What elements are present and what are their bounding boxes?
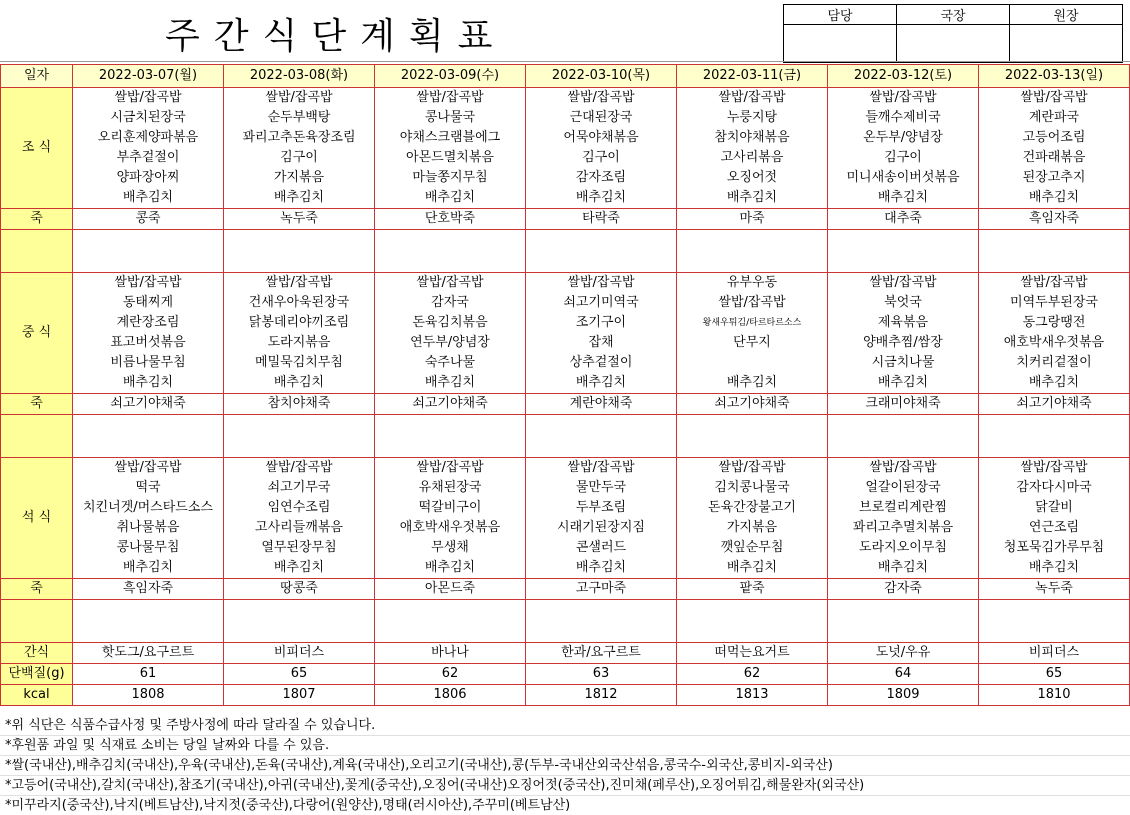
- table-row: [1, 148, 1130, 168]
- blank-cell: [526, 415, 677, 458]
- kcal-label: kcal: [1, 685, 73, 706]
- table-row: [1, 558, 1130, 579]
- menu-item: 쌀밥/잡곡밥: [375, 88, 526, 109]
- menu-item: 김치콩나물국: [677, 478, 828, 498]
- table-row: [1, 664, 1130, 685]
- table-row: [1, 600, 1130, 643]
- porridge-item: 녹두죽: [224, 209, 375, 230]
- snack-label: 간식: [1, 643, 73, 664]
- porridge-item: 마죽: [677, 209, 828, 230]
- menu-item: 시금치나물: [828, 353, 979, 373]
- blank-cell: [73, 230, 224, 273]
- menu-item: 도라지오이무침: [828, 538, 979, 558]
- table-row: [1, 230, 1130, 273]
- menu-item: 배추김치: [979, 558, 1130, 579]
- approval-sign-cell[interactable]: [897, 25, 1010, 63]
- blank-label: [1, 415, 73, 458]
- porridge-item: 크래미야채죽: [828, 394, 979, 415]
- menu-item: 쌀밥/잡곡밥: [828, 88, 979, 109]
- approval-label-manager: 담당: [784, 5, 897, 25]
- menu-item: 계란파국: [979, 108, 1130, 128]
- note-line: *위 식단은 식품수급사정 및 주방사정에 따라 달라질 수 있습니다.: [0, 716, 1130, 736]
- menu-item: 된장고추지: [979, 168, 1130, 188]
- menu-item: 근대된장국: [526, 108, 677, 128]
- date-header: 2022-03-07(월): [73, 65, 224, 88]
- blank-cell: [526, 600, 677, 643]
- porridge-item: 콩죽: [73, 209, 224, 230]
- blank-cell: [224, 600, 375, 643]
- menu-item: 쌀밥/잡곡밥: [526, 458, 677, 479]
- menu-item: 임연수조림: [224, 498, 375, 518]
- porridge-item: 팥죽: [677, 579, 828, 600]
- menu-item: 감자다시마국: [979, 478, 1130, 498]
- blank-cell: [828, 230, 979, 273]
- menu-item: 쌀밥/잡곡밥: [677, 458, 828, 479]
- menu-item: 북엇국: [828, 293, 979, 313]
- date-header: 2022-03-11(금): [677, 65, 828, 88]
- menu-item: 배추김치: [73, 188, 224, 209]
- porridge-item: 쇠고기야채죽: [979, 394, 1130, 415]
- blank-cell: [73, 415, 224, 458]
- menu-item: 시금치된장국: [73, 108, 224, 128]
- page-title: 주간식단계획표: [165, 16, 507, 57]
- menu-item: 쌀밥/잡곡밥: [828, 273, 979, 294]
- porridge-label: 죽: [1, 394, 73, 415]
- menu-item: 계란장조림: [73, 313, 224, 333]
- menu-item: 치킨너겟/머스타드소스: [73, 498, 224, 518]
- menu-item: 배추김치: [526, 558, 677, 579]
- table-row: [1, 353, 1130, 373]
- table-row: [1, 333, 1130, 353]
- menu-item: 열무된장무침: [224, 538, 375, 558]
- menu-item: 부추겉절이: [73, 148, 224, 168]
- table-row: [1, 579, 1130, 600]
- menu-item: 단무지: [677, 333, 828, 353]
- porridge-item: 감자죽: [828, 579, 979, 600]
- table-row: [1, 293, 1130, 313]
- note-line: *후원품 과일 및 식재료 소비는 당일 날짜와 다를 수 있음.: [0, 736, 1130, 756]
- menu-item: 미역두부된장국: [979, 293, 1130, 313]
- menu-item: 숙주나물: [375, 353, 526, 373]
- blank-cell: [375, 600, 526, 643]
- menu-item: 떡갈비구이: [375, 498, 526, 518]
- menu-table: [0, 64, 1130, 706]
- menu-item: 무생채: [375, 538, 526, 558]
- menu-item: 물만두국: [526, 478, 677, 498]
- table-row: [1, 188, 1130, 209]
- menu-item: 배추김치: [979, 373, 1130, 394]
- menu-item: 애호박새우젓볶음: [375, 518, 526, 538]
- menu-item: 콩나물국: [375, 108, 526, 128]
- menu-item: 닭갈비: [979, 498, 1130, 518]
- protein-value: 62: [375, 664, 526, 685]
- menu-item: 쌀밥/잡곡밥: [224, 273, 375, 294]
- porridge-item: 쇠고기야채죽: [375, 394, 526, 415]
- blank-cell: [224, 230, 375, 273]
- snack-value: 한과/요구르트: [526, 643, 677, 664]
- menu-item: 양파장아찌: [73, 168, 224, 188]
- menu-item: 브로컬리계란찜: [828, 498, 979, 518]
- menu-item: 쌀밥/잡곡밥: [375, 458, 526, 479]
- porridge-item: 쇠고기야채죽: [73, 394, 224, 415]
- menu-item: 떡국: [73, 478, 224, 498]
- menu-item: 건파래볶음: [979, 148, 1130, 168]
- porridge-item: 단호박죽: [375, 209, 526, 230]
- porridge-label: 죽: [1, 209, 73, 230]
- menu-item: 유부우동: [677, 273, 828, 294]
- approval-label-head: 원장: [1010, 5, 1123, 25]
- menu-item: 동그랑땡전: [979, 313, 1130, 333]
- kcal-value: 1813: [677, 685, 828, 706]
- menu-item: 쌀밥/잡곡밥: [224, 458, 375, 479]
- menu-item: 쌀밥/잡곡밥: [677, 293, 828, 313]
- menu-item: 어묵야채볶음: [526, 128, 677, 148]
- table-row: [1, 498, 1130, 518]
- menu-item: 배추김치: [375, 188, 526, 209]
- menu-item: 참치야채볶음: [677, 128, 828, 148]
- menu-item: 감자국: [375, 293, 526, 313]
- menu-item: 배추김치: [828, 558, 979, 579]
- menu-item: 야채스크램블에그: [375, 128, 526, 148]
- snack-value: 떠먹는요거트: [677, 643, 828, 664]
- blank-cell: [979, 415, 1130, 458]
- menu-item: 잡채: [526, 333, 677, 353]
- kcal-value: 1810: [979, 685, 1130, 706]
- table-row: [1, 643, 1130, 664]
- menu-item: 쌀밥/잡곡밥: [224, 88, 375, 109]
- menu-item: 배추김치: [828, 188, 979, 209]
- menu-item: 상추겉절이: [526, 353, 677, 373]
- blank-cell: [677, 230, 828, 273]
- blank-cell: [979, 230, 1130, 273]
- porridge-item: 아몬드죽: [375, 579, 526, 600]
- menu-item: 고등어조림: [979, 128, 1130, 148]
- notes: [0, 716, 1130, 815]
- protein-value: 65: [979, 664, 1130, 685]
- menu-item: 청포묵김가루무침: [979, 538, 1130, 558]
- menu-item: 감자조림: [526, 168, 677, 188]
- blank-cell: [375, 415, 526, 458]
- table-row: [1, 168, 1130, 188]
- porridge-item: 대추죽: [828, 209, 979, 230]
- menu-item: 쌀밥/잡곡밥: [73, 88, 224, 109]
- note-line: *미꾸라지(중국산),낙지(베트남산),낙지젓(중국산),다랑어(원양산),명태(러시아산),주꾸미(베트남산): [5, 798, 571, 813]
- menu-item: 김구이: [526, 148, 677, 168]
- menu-item: 쌀밥/잡곡밥: [979, 458, 1130, 479]
- meal-label-breakfast: 조 식: [1, 88, 73, 209]
- menu-item: 제육볶음: [828, 313, 979, 333]
- kcal-value: 1807: [224, 685, 375, 706]
- menu-item: 쌀밥/잡곡밥: [73, 273, 224, 294]
- kcal-value: 1808: [73, 685, 224, 706]
- menu-item: 배추김치: [979, 188, 1130, 209]
- divider: [0, 61, 1130, 62]
- blank-cell: [828, 600, 979, 643]
- table-row: [1, 415, 1130, 458]
- date-header: 2022-03-13(일): [979, 65, 1130, 88]
- porridge-item: 땅콩죽: [224, 579, 375, 600]
- protein-value: 62: [677, 664, 828, 685]
- porridge-label: 죽: [1, 579, 73, 600]
- note-line: *쌀(국내산),배추김치(국내산),우육(국내산),돈육(국내산),계육(국내산),오리고기(국내산),콩(두부-국내산외국산섞음,콩국수-외국산,콩비지-외국산): [0, 756, 1130, 776]
- menu-item: 배추김치: [677, 558, 828, 579]
- menu-item: 취나물볶음: [73, 518, 224, 538]
- blank-cell: [375, 230, 526, 273]
- note-line: *고등어(국내산),갈치(국내산),참조기(국내산),아귀(국내산),꽃게(중국산),오징어(국내산)오징어젓(중국산),진미채(페루산),오징어튀김,해물완자(외국산): [0, 776, 1130, 796]
- blank-cell: [979, 600, 1130, 643]
- menu-item: 양배추찜/쌈장: [828, 333, 979, 353]
- menu-item: 순두부백탕: [224, 108, 375, 128]
- porridge-item: 타락죽: [526, 209, 677, 230]
- porridge-item: 참치야채죽: [224, 394, 375, 415]
- menu-item: 온두부/양념장: [828, 128, 979, 148]
- snack-value: 도넛/우유: [828, 643, 979, 664]
- porridge-item: 흑임자죽: [979, 209, 1130, 230]
- table-row: [1, 394, 1130, 415]
- protein-value: 64: [828, 664, 979, 685]
- menu-item: 꽈리고추멸치볶음: [828, 518, 979, 538]
- meal-label-dinner: 석 식: [1, 458, 73, 579]
- menu-item: 고사리볶음: [677, 148, 828, 168]
- menu-item: 배추김치: [224, 188, 375, 209]
- menu-item: 돈육간장불고기: [677, 498, 828, 518]
- blank-cell: [828, 415, 979, 458]
- menu-item: 쌀밥/잡곡밥: [375, 273, 526, 294]
- date-header: 2022-03-12(토): [828, 65, 979, 88]
- date-header: 2022-03-10(목): [526, 65, 677, 88]
- menu-item: 유채된장국: [375, 478, 526, 498]
- menu-item: 닭봉데리야끼조림: [224, 313, 375, 333]
- snack-value: 비피더스: [979, 643, 1130, 664]
- menu-item: 오징어젓: [677, 168, 828, 188]
- menu-item: 돈육김치볶음: [375, 313, 526, 333]
- blank-cell: [677, 600, 828, 643]
- blank-cell: [224, 415, 375, 458]
- table-row: [1, 518, 1130, 538]
- menu-item: 배추김치: [677, 188, 828, 209]
- menu-item: 배추김치: [677, 373, 828, 394]
- menu-item: 콩나물무침: [73, 538, 224, 558]
- kcal-value: 1806: [375, 685, 526, 706]
- menu-item: 꽈리고추돈육장조림: [224, 128, 375, 148]
- table-row: [1, 88, 1130, 109]
- menu-item: 오리훈제양파볶음: [73, 128, 224, 148]
- table-row: [1, 108, 1130, 128]
- protein-value: 63: [526, 664, 677, 685]
- approval-sign-cell[interactable]: [1010, 25, 1123, 63]
- porridge-item: 녹두죽: [979, 579, 1130, 600]
- menu-item: 쌀밥/잡곡밥: [979, 88, 1130, 109]
- date-header: 2022-03-08(화): [224, 65, 375, 88]
- menu-item: 배추김치: [526, 373, 677, 394]
- menu-item: 김구이: [828, 148, 979, 168]
- menu-item: 도라지볶음: [224, 333, 375, 353]
- table-row: [1, 273, 1130, 294]
- date-header: 2022-03-09(수): [375, 65, 526, 88]
- menu-item: 깻잎순무침: [677, 538, 828, 558]
- menu-item: 배추김치: [73, 558, 224, 579]
- table-row: [1, 458, 1130, 479]
- menu-item: 배추김치: [828, 373, 979, 394]
- approval-box: [783, 4, 1123, 63]
- menu-item: 연근조림: [979, 518, 1130, 538]
- porridge-item: 계란야채죽: [526, 394, 677, 415]
- menu-item: 왕새우튀김/타르타르소스: [677, 313, 828, 333]
- menu-item: 배추김치: [224, 373, 375, 394]
- header-label: 일자: [1, 65, 73, 88]
- menu-item: 메밀묵김치무침: [224, 353, 375, 373]
- approval-sign-cell[interactable]: [784, 25, 897, 63]
- menu-item: 미니새송이버섯볶음: [828, 168, 979, 188]
- protein-label: 단백질(g): [1, 664, 73, 685]
- approval-label-director: 국장: [897, 5, 1010, 25]
- menu-item: 배추김치: [73, 373, 224, 394]
- menu-item: 가지볶음: [677, 518, 828, 538]
- menu-item: 얼갈이된장국: [828, 478, 979, 498]
- menu-item: 김구이: [224, 148, 375, 168]
- kcal-value: 1812: [526, 685, 677, 706]
- table-row: [1, 313, 1130, 333]
- protein-value: 61: [73, 664, 224, 685]
- menu-item: 쇠고기미역국: [526, 293, 677, 313]
- blank-cell: [526, 230, 677, 273]
- menu-item: 애호박새우젓볶음: [979, 333, 1130, 353]
- porridge-item: 흑임자죽: [73, 579, 224, 600]
- menu-item: 두부조림: [526, 498, 677, 518]
- protein-value: 65: [224, 664, 375, 685]
- menu-item: 시래기된장지짐: [526, 518, 677, 538]
- table-row: [1, 65, 1130, 88]
- menu-item: 마늘쫑지무침: [375, 168, 526, 188]
- menu-item: 건새우아욱된장국: [224, 293, 375, 313]
- table-row: [1, 128, 1130, 148]
- menu-item: 콘샐러드: [526, 538, 677, 558]
- menu-item: 치커리겉절이: [979, 353, 1130, 373]
- menu-item: 쌀밥/잡곡밥: [677, 88, 828, 109]
- menu-item: 쌀밥/잡곡밥: [828, 458, 979, 479]
- menu-item: 배추김치: [224, 558, 375, 579]
- menu-item: 쌀밥/잡곡밥: [526, 273, 677, 294]
- meal-label-lunch: 중 식: [1, 273, 73, 394]
- blank-cell: [677, 415, 828, 458]
- menu-item: 배추김치: [526, 188, 677, 209]
- menu-item: [677, 353, 828, 373]
- snack-value: 비피더스: [224, 643, 375, 664]
- menu-item: 고사리들깨볶음: [224, 518, 375, 538]
- menu-item: 조기구이: [526, 313, 677, 333]
- menu-item: 쌀밥/잡곡밥: [73, 458, 224, 479]
- menu-item: 연두부/양념장: [375, 333, 526, 353]
- table-row: [1, 209, 1130, 230]
- blank-cell: [73, 600, 224, 643]
- menu-item: 쌀밥/잡곡밥: [979, 273, 1130, 294]
- table-row: [1, 478, 1130, 498]
- menu-item: 배추김치: [375, 373, 526, 394]
- snack-value: 핫도그/요구르트: [73, 643, 224, 664]
- menu-item: 동태찌게: [73, 293, 224, 313]
- porridge-item: 고구마죽: [526, 579, 677, 600]
- menu-item: 누룽지탕: [677, 108, 828, 128]
- table-row: [1, 538, 1130, 558]
- menu-item: 쇠고기무국: [224, 478, 375, 498]
- kcal-value: 1809: [828, 685, 979, 706]
- menu-item: 배추김치: [375, 558, 526, 579]
- menu-item: 쌀밥/잡곡밥: [526, 88, 677, 109]
- blank-label: [1, 230, 73, 273]
- menu-item: 비름나물무침: [73, 353, 224, 373]
- table-row: [1, 685, 1130, 706]
- menu-item: 표고버섯볶음: [73, 333, 224, 353]
- snack-value: 바나나: [375, 643, 526, 664]
- porridge-item: 쇠고기야채죽: [677, 394, 828, 415]
- menu-item: 가지볶음: [224, 168, 375, 188]
- menu-item: 아몬드멸치볶음: [375, 148, 526, 168]
- menu-item: 들깨수제비국: [828, 108, 979, 128]
- table-row: [1, 373, 1130, 394]
- blank-label: [1, 600, 73, 643]
